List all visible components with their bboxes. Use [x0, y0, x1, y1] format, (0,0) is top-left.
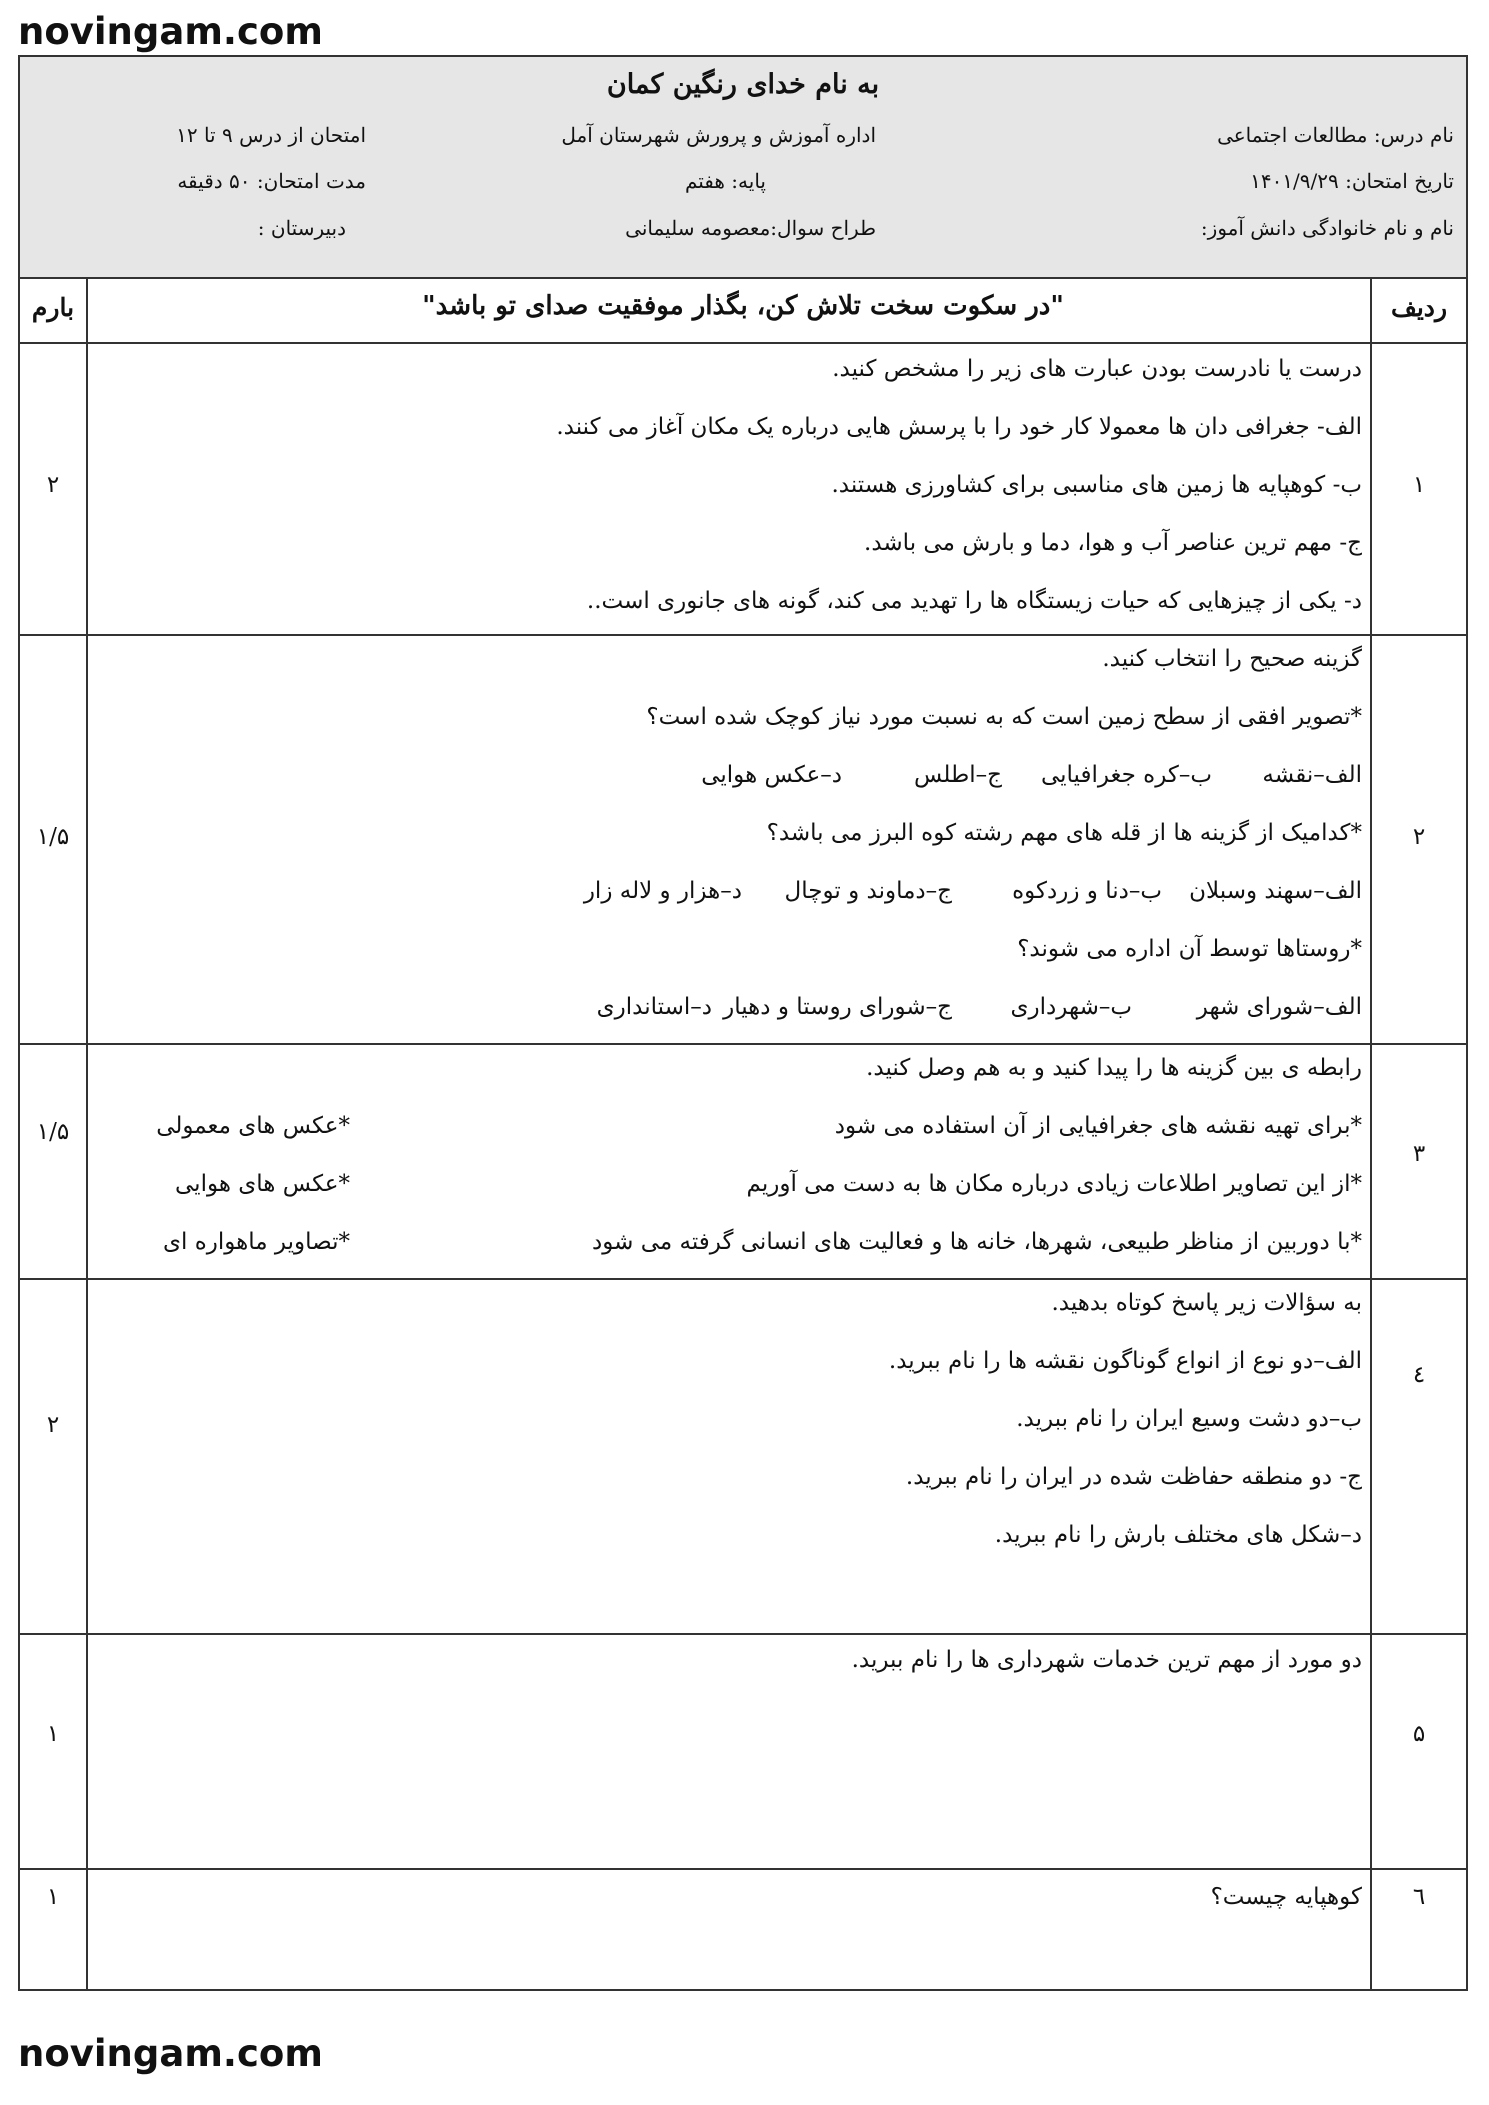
match-item-left-3: *تصاویر ماهواره ای: [163, 1229, 350, 1255]
option: ج–شورای روستا و دهیار: [723, 994, 952, 1020]
row-column-header: ردیف: [1390, 293, 1448, 322]
question-prompt: دو مورد از مهم ترین خدمات شهرداری ها را نام ببرید.: [851, 1647, 1362, 1673]
option: الف–نقشه: [1262, 762, 1362, 788]
option: ب–کره جغرافیایی: [1040, 762, 1212, 788]
question-row-6: [20, 1870, 1466, 1989]
option: د–استانداری: [596, 994, 712, 1020]
statement-d: د- یکی از چیزهایی که حیات زیستگاه ها را تهدید می کند، گونه های جانوری است..: [586, 588, 1362, 614]
question-prompt: به سؤالات زیر پاسخ کوتاه بدهید.: [1051, 1290, 1362, 1316]
question-score: ۲: [46, 472, 60, 498]
question-row-1: [20, 344, 1466, 636]
student-name-label: نام و نام خانوادگی دانش آموز:: [1200, 216, 1454, 240]
question-row-3: [20, 1045, 1466, 1280]
question-prompt: رابطه ی بین گزینه ها را پیدا کنید و به هم وصل کنید.: [866, 1055, 1362, 1081]
option: الف–شورای شهر: [1196, 994, 1362, 1020]
table-header-row: [20, 279, 1466, 344]
option: د–هزار و لاله زار: [583, 878, 742, 904]
statement-c: ج- مهم ترین عناصر آب و هوا، دما و بارش می باشد.: [864, 530, 1362, 556]
question-prompt: گزینه صحیح را انتخاب کنید.: [1102, 646, 1362, 672]
exam-range: امتحان از درس ۹ تا ۱۲: [176, 123, 366, 147]
short-answer-b: ب–دو دشت وسیع ایران را نام ببرید.: [1016, 1406, 1362, 1432]
school-label: دبیرستان :: [257, 216, 346, 240]
short-answer-a: الف–دو نوع از انواع گوناگون نقشه ها را نام ببرید.: [888, 1348, 1362, 1374]
grade-level: پایه: هفتم: [684, 169, 766, 193]
watermark-top: novingam.com: [18, 10, 323, 53]
sub-question-2: *کدامیک از گزینه ها از قله های مهم رشته کوه البرز می باشد؟: [766, 820, 1362, 846]
match-item-left-1: *عکس های معمولی: [156, 1113, 350, 1139]
question-score: ۱/۵: [36, 1119, 70, 1145]
question-score: ۱: [46, 1721, 60, 1747]
option: ب–دنا و زردکوه: [1012, 878, 1162, 904]
option: د–عکس هوایی: [701, 762, 842, 788]
question-number: ٦: [1412, 1884, 1426, 1910]
exam-header: [20, 57, 1466, 279]
education-office: اداره آموزش و پرورش شهرستان آمل: [561, 123, 876, 147]
option: ج–دماوند و توچال: [784, 878, 952, 904]
option: ج–اطلس: [914, 762, 1002, 788]
question-row-4: [20, 1280, 1466, 1635]
sub-question-1: *تصویر افقی از سطح زمین است که به نسبت مورد نیاز کوچک شده است؟: [646, 704, 1362, 730]
question-row-5: [20, 1635, 1466, 1870]
exam-duration: مدت امتحان: ۵۰ دقیقه: [177, 169, 366, 193]
motto: "در سکوت سخت تلاش کن، بگذار موفقیت صدای تو باشد": [422, 291, 1064, 321]
question-number: ٤: [1412, 1362, 1426, 1388]
watermark-bottom: novingam.com: [18, 2032, 323, 2075]
question-number: ۱: [1412, 472, 1426, 498]
match-item-right-3: *با دوربین از مناظر طبیعی، شهرها، خانه ها و فعالیت های انسانی گرفته می شود: [592, 1229, 1362, 1255]
short-answer-d: د–شکل های مختلف بارش را نام ببرید.: [994, 1522, 1362, 1548]
score-column-header: بارم: [31, 293, 75, 322]
match-item-right-2: *از این تصاویر اطلاعات زیادی درباره مکان ها به دست می آوریم: [746, 1171, 1362, 1197]
statement-a: الف- جغرافی دان ها معمولا کار خود را با پرسش هایی درباره یک مکان آغاز می کنند.: [556, 414, 1362, 440]
sub-question-3: *روستاها توسط آن اداره می شوند؟: [1017, 936, 1362, 962]
question-row-2: [20, 636, 1466, 1045]
course-name: نام درس: مطالعات اجتماعی: [1217, 123, 1454, 147]
option: ب–شهرداری: [1010, 994, 1132, 1020]
question-prompt: کوهپایه چیست؟: [1210, 1884, 1362, 1910]
question-prompt: درست یا نادرست بودن عبارت های زیر را مشخص کنید.: [832, 356, 1362, 382]
question-number: ۲: [1412, 824, 1426, 850]
question-number: ۵: [1412, 1721, 1426, 1747]
question-designer: طراح سوال:معصومه سلیمانی: [625, 216, 876, 240]
match-item-left-2: *عکس های هوایی: [175, 1171, 350, 1197]
match-item-right-1: *برای تهیه نقشه های جغرافیایی از آن استفاده می شود: [834, 1113, 1362, 1139]
header-title: به نام خدای رنگین کمان: [606, 69, 880, 100]
short-answer-c: ج- دو منطقه حفاظت شده در ایران را نام ببرید.: [905, 1464, 1362, 1490]
question-score: ۱/۵: [36, 824, 70, 850]
question-number: ۳: [1412, 1141, 1426, 1167]
statement-b: ب- کوهپایه ها زمین های مناسبی برای کشاورزی هستند.: [831, 472, 1362, 498]
question-score: ۲: [46, 1412, 60, 1438]
exam-date: تاریخ امتحان: ۱۴۰۱/۹/۲۹: [1250, 169, 1454, 193]
option: الف–سهند وسبلان: [1189, 878, 1362, 904]
question-score: ۱: [46, 1884, 60, 1910]
exam-sheet: [18, 55, 1468, 1991]
